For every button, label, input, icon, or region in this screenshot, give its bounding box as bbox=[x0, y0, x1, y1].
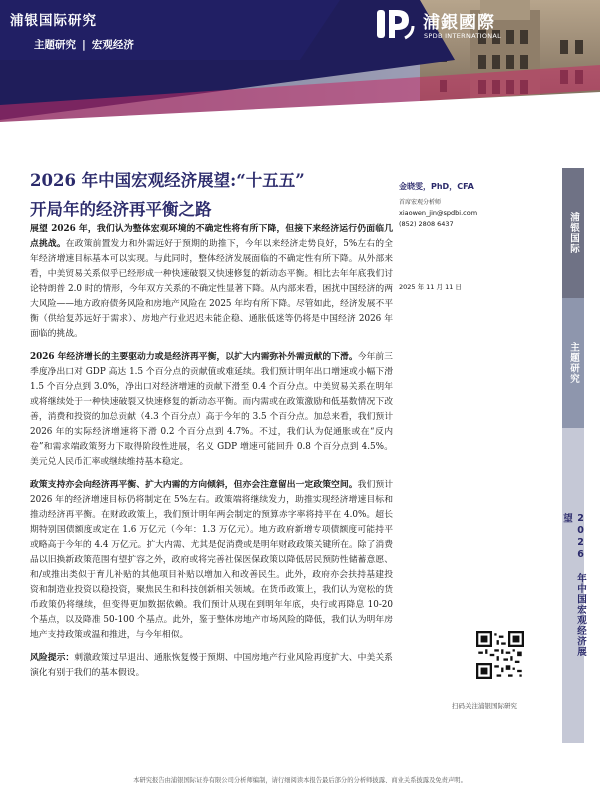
paragraph-lead: 政策支持亦会向经济再平衡、扩大内需的方向倾斜，但亦会注意留出一定政策空间。 bbox=[30, 480, 358, 490]
report-title bbox=[30, 166, 420, 224]
footer-disclaimer: 本研究报告由浦银国际证券有限公司分析师编制，请行细阅读本报告最后部分的分析师披露、商业关系披露及免责声明。 bbox=[133, 777, 467, 784]
paragraph-lead: 展望 2026 年，我们认为整体宏观环境的不确定性将有所下降，但接下来经济运行仍面临几点挑战。 bbox=[30, 224, 393, 249]
qr-caption: 扫码关注浦银国际研究 bbox=[452, 702, 517, 710]
risk-label: 风险提示： bbox=[30, 653, 75, 663]
paragraph-text: 我们预计 2026 年的经济增速目标仍将制定在 5%左右。政策端将继续发力，助推实现经济增速目标和推动经济再平衡。在财政政策上，我们预计明年两会制定的预算赤字率将持平在 4.0%。超长期特别国债额度或定在 1.6 万亿元（今年：1.3 万亿元）。地方政府新增专项债额度可能持平或略高于今年的 4.4 万亿元。扩大内需、尤其是促消费或是明年财政政策关键所在。除了消费品以旧换新政策范围有望扩容之外，政府或将完善社保医保政策以降低居民预防性储蓄意愿、和/或推出类似于育儿补贴的其他项目补贴以增加入和改善民生。此外，政府亦会扶持基建投资和制造业投资以稳投资，聚焦民生和科技创新相关领域。在货币政策上，我们认为宽松的货币政策仍将继续，但变得更加数据依赖。我们预计从现在到明年年底，央行或再降息 10-20 个基点，以及降准 50-100 个基点。此外，鉴于整体房地产市场风险的降低，我们认为明年房地产支持政策或温和推进，与今年相似。 bbox=[30, 480, 393, 640]
report-title-line1: 2026 年中国宏观经济展望:“十五五” bbox=[30, 171, 305, 190]
side-tab bbox=[562, 168, 584, 743]
side-tab-category: 主题研究 bbox=[568, 342, 579, 384]
risk-text: 刺激政策过早退出、通胀恢复慢于预期、中国房地产行业风险再度扩大、中美关系演化有别于我们的基本假设。 bbox=[30, 653, 393, 678]
category-primary: 主题研究 bbox=[34, 39, 76, 51]
logo-text-en: SPDB INTERNATIONAL bbox=[424, 32, 502, 40]
author-phone: (852) 2808 6437 bbox=[399, 220, 454, 228]
author-name: 金晓雯，PhD，CFA bbox=[399, 182, 474, 191]
spdb-logo-icon bbox=[375, 6, 415, 42]
paragraph bbox=[30, 478, 393, 643]
paragraph bbox=[30, 222, 393, 342]
paragraph-text: 今年前三季度净出口对 GDP 高达 1.5 个百分点的贡献值或难延续。我们预计明年出口增速或小幅下滑 1.5 个百分点到 3.0%，净出口对经济增速的贡献下滑至 0.4 个百分点。中美贸易关系在明年或将继续处于一种快速破裂又快速修复的新动态平衡。而内需或在政策激励和低基数情况下改善，消费和投资的加总贡献（4.3 个百分点）高于今年的 3.5 个百分点。加总来看，我们预计 2026 年的实际经济增速将下滑 0.2 个百分点到 4.7%。不过，我们认为促通胀或在“反内卷”和需求端政策努力下取得阶段性进展，名义 GDP 增速可能回升 0.8 个百分点到 4.5%。美元兑人民币汇率或继续维持基本稳定。 bbox=[30, 352, 393, 467]
logo-text-cn: 浦銀國際 bbox=[423, 13, 495, 33]
side-tab-brand: 浦银国际 bbox=[568, 212, 579, 254]
report-date: 2025 年 11 月 11 日 bbox=[399, 283, 462, 291]
report-body bbox=[30, 222, 393, 689]
header-banner bbox=[0, 0, 600, 138]
paragraph bbox=[30, 350, 393, 470]
author-email[interactable]: xiaowen_jin@spdbi.com bbox=[399, 209, 478, 217]
qr-code-icon[interactable] bbox=[476, 631, 524, 679]
report-category bbox=[34, 37, 134, 52]
brand-name: 浦银国际研究 bbox=[10, 13, 97, 29]
paragraph-lead: 2026 年经济增长的主要驱动力或是经济再平衡，以扩大内需弥补外需贡献的下滑。 bbox=[30, 352, 358, 362]
category-separator: | bbox=[82, 39, 86, 51]
report-title-line2: 开局年的经济再平衡之路 bbox=[30, 200, 212, 219]
author-role: 首席宏观分析师 bbox=[399, 199, 442, 206]
risk-warning bbox=[30, 651, 393, 681]
author-block bbox=[399, 181, 549, 228]
category-secondary: 宏观经济 bbox=[91, 39, 134, 51]
paragraph-text: 在政策前置发力和外需远好于预期的助推下，今年以来经济走势良好，5%左右的全年经济增速目标基本可以实现。与此同时，整体经济发展面临的不确定性有所下降。从外部来看，中美贸易关系似乎已经形成一种快速破裂又快速修复的新动态平衡。相比去年年底我们讨论特朗普 2.0 时的情形，今年双方关系的不确定性显著下降。从内部来看，困扰中国经济的两大风险——地方政府债务风险和房地产风险在 2025 年均有所下降。尽管如此，经济发展不平衡（供给复苏远好于需求）、房地产行业迟迟未能企稳、通胀低迷等仍将是中国经济 2026 年面临的挑战。 bbox=[30, 239, 393, 339]
spdb-logo bbox=[375, 4, 515, 48]
side-tab-title: 2026 年中国宏观经济展望 bbox=[561, 513, 586, 657]
